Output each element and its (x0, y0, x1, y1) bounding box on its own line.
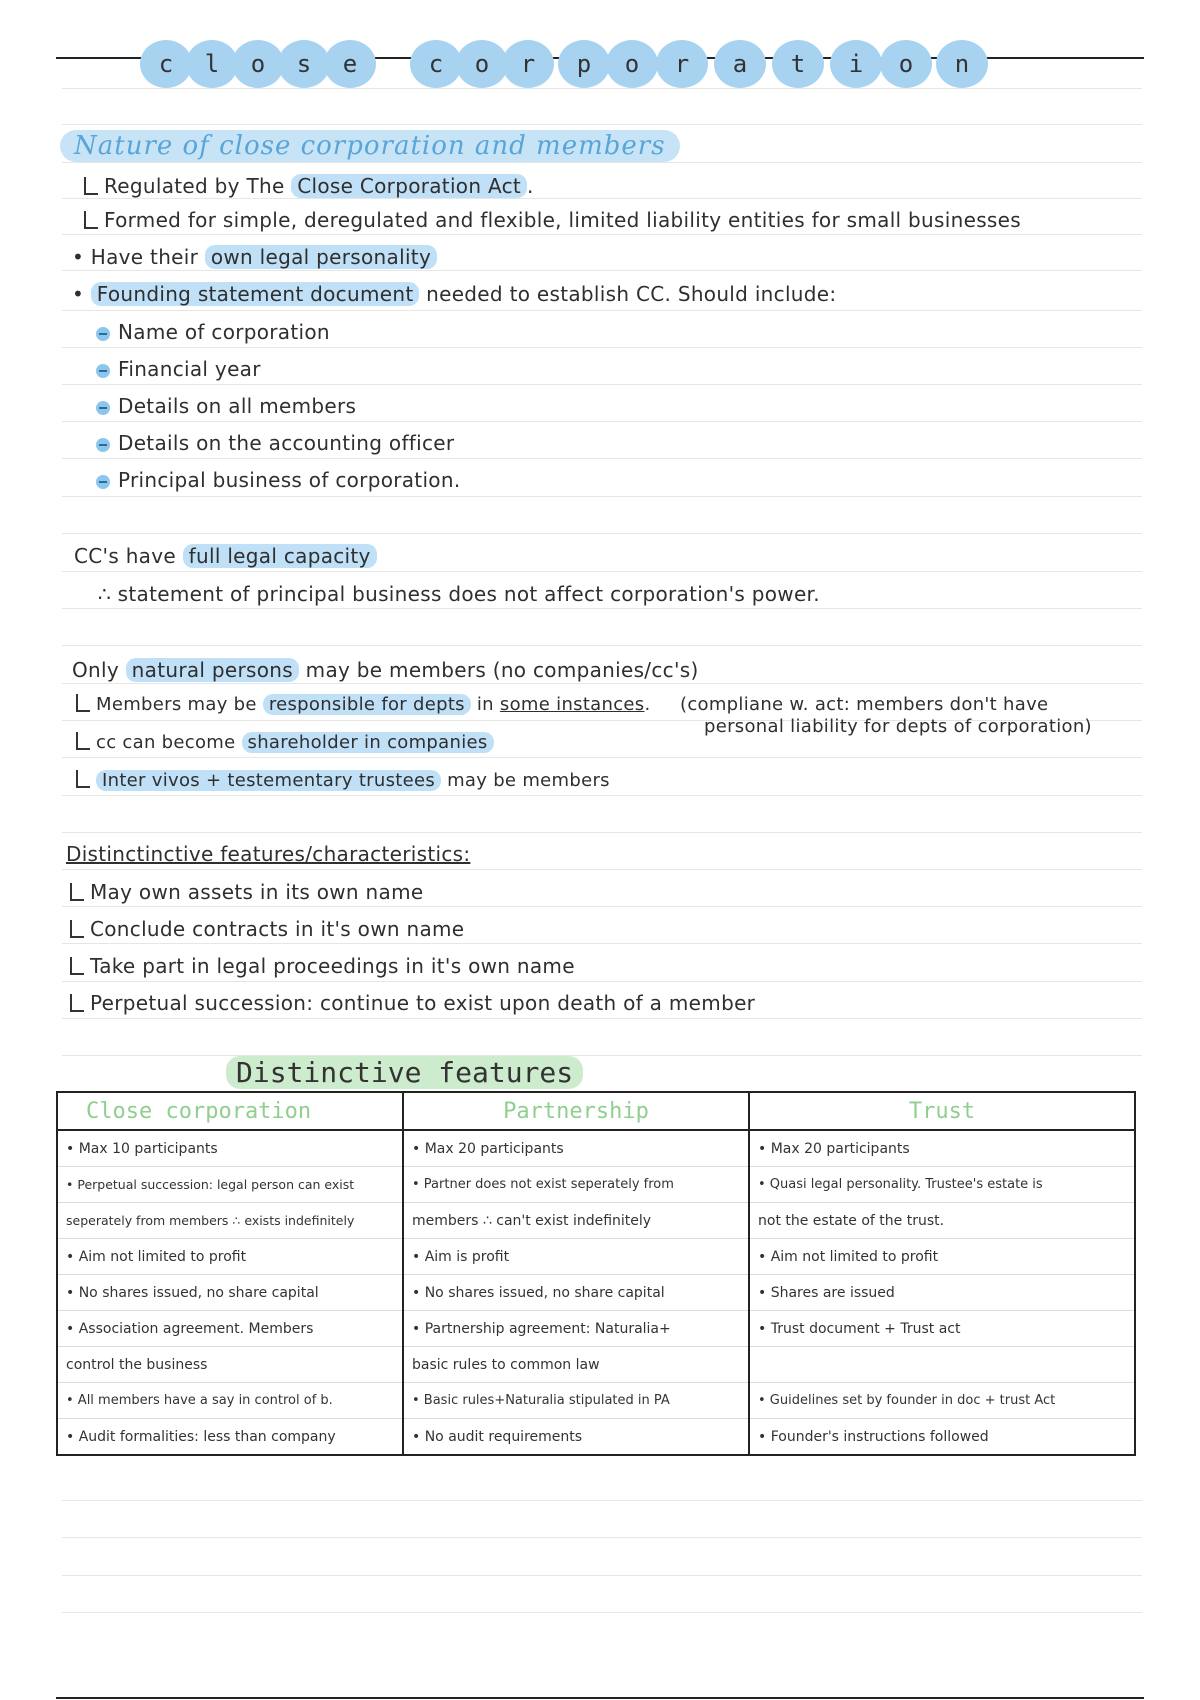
hook-icon (84, 177, 98, 195)
table-cell: seperately from members ∴ exists indefinitely (57, 1203, 403, 1239)
trustees-highlight: Inter vivos + testementary trustees (96, 770, 441, 791)
table-cell: • No shares issued, no share capital (57, 1275, 403, 1311)
table-cell: • Quasi legal personality. Trustee's estate is (749, 1167, 1135, 1203)
include-item: Financial year (96, 357, 261, 381)
table-cell: • Perpetual succession: legal person can exist (57, 1167, 403, 1203)
formed-text: Formed for simple, deregulated and flexible, limited liability entities for small businesses (104, 208, 1021, 232)
col-header-close-corporation: Close corporation (57, 1092, 403, 1130)
bottom-line (56, 1697, 1144, 1699)
table-row (57, 1130, 1135, 1167)
only-natural-line: Only natural persons may be members (no companies/cc's) (72, 658, 699, 682)
table-title-highlight: Distinctive features (226, 1056, 583, 1089)
founding-suffix: needed to establish CC. Should include: (419, 282, 837, 306)
title-letter: s (278, 40, 330, 88)
natural-persons-highlight: natural persons (126, 658, 299, 682)
table-cell: • Max 20 participants (749, 1130, 1135, 1167)
table-cell: • Audit formalities: less than company (57, 1419, 403, 1456)
table-cell: • Partnership agreement: Naturalia+ (403, 1311, 749, 1347)
table-cell: • Max 20 participants (403, 1130, 749, 1167)
characteristic-item: Conclude contracts in it's own name (70, 917, 464, 941)
title-letter: e (324, 40, 376, 88)
table-cell: • Trust document + Trust act (749, 1311, 1135, 1347)
include-item: Details on all members (96, 394, 356, 418)
table-row (57, 1167, 1135, 1203)
hook-icon (84, 211, 98, 229)
legal-highlight: own legal personality (205, 245, 437, 269)
title-letter: i (830, 40, 882, 88)
table-cell: • Partner does not exist seperately from (403, 1167, 749, 1203)
title-letter: c (140, 40, 192, 88)
title-letter: c (410, 40, 462, 88)
table-cell: not the estate of the trust. (749, 1203, 1135, 1239)
title-letter: n (936, 40, 988, 88)
title-letter: p (558, 40, 610, 88)
compliance-line-2: personal liability for depts of corporation) (704, 716, 1092, 737)
title-letter: o (456, 40, 508, 88)
title-letter: a (714, 40, 766, 88)
include-item: Details on the accounting officer (96, 431, 454, 455)
table-row (57, 1311, 1135, 1347)
depts-highlight: responsible for depts (263, 694, 471, 715)
capacity-line (74, 544, 377, 568)
table-cell: • All members have a say in control of b. (57, 1383, 403, 1419)
table-cell: • Guidelines set by founder in doc + trust Act (749, 1383, 1135, 1419)
dash-bullet-icon (96, 327, 110, 341)
section-heading-characteristics: Distinctinctive features/characteristics: (66, 842, 471, 866)
regulated-prefix: Regulated by The (104, 174, 292, 198)
legal-prefix: Have their (90, 245, 205, 269)
section-heading-nature: Nature of close corporation and members (60, 130, 680, 162)
characteristic-item: May own assets in its own name (70, 880, 423, 904)
include-item: Principal business of corporation. (96, 468, 460, 492)
compliance-line-1: (compliane w. act: members don't have (680, 694, 1049, 715)
table-cell: • Aim not limited to profit (57, 1239, 403, 1275)
table-row (57, 1239, 1135, 1275)
table-cell: • Shares are issued (749, 1275, 1135, 1311)
table-row (57, 1383, 1135, 1419)
bullet-icon: • (72, 245, 91, 269)
hook-icon (70, 883, 84, 901)
table-cell: • Max 10 participants (57, 1130, 403, 1167)
characteristic-item: Take part in legal proceedings in it's own name (70, 954, 575, 978)
col-header-trust: Trust (749, 1092, 1135, 1130)
table-cell: • Aim is profit (403, 1239, 749, 1275)
inter-vivos-line: Inter vivos + testementary trustees may be members (76, 770, 610, 791)
regulated-line (84, 174, 534, 198)
table-cell: control the business (57, 1347, 403, 1383)
characteristic-item: Perpetual succession: continue to exist upon death of a member (70, 991, 755, 1015)
include-item: Name of corporation (96, 320, 330, 344)
hook-icon (76, 694, 90, 712)
title-letter: o (232, 40, 284, 88)
hook-icon (76, 770, 90, 788)
table-cell: • Association agreement. Members (57, 1311, 403, 1347)
hook-icon (70, 957, 84, 975)
cc-shareholder-line: cc can become shareholder in companies (76, 732, 494, 753)
table-cell (749, 1347, 1135, 1383)
col-header-partnership: Partnership (403, 1092, 749, 1130)
hook-icon (70, 920, 84, 938)
table-title (226, 1056, 583, 1089)
table-cell: • Basic rules+Naturalia stipulated in PA (403, 1383, 749, 1419)
founding-highlight: Founding statement document (91, 282, 420, 306)
members-responsible-line: Members may be responsible for depts in some instances. (76, 694, 651, 715)
table-cell: • Aim not limited to profit (749, 1239, 1135, 1275)
table-cell: • No shares issued, no share capital (403, 1275, 749, 1311)
table-row (57, 1419, 1135, 1456)
hook-icon (76, 732, 90, 750)
regulated-suffix: . (527, 174, 534, 198)
legal-personality-line (72, 245, 437, 269)
bullet-icon: • (72, 282, 91, 306)
table-header-row (57, 1092, 1135, 1130)
title-letter: o (880, 40, 932, 88)
hook-icon (70, 994, 84, 1012)
title-letter: r (656, 40, 708, 88)
dash-bullet-icon (96, 438, 110, 452)
table-row (57, 1347, 1135, 1383)
dash-bullet-icon (96, 401, 110, 415)
dash-bullet-icon (96, 364, 110, 378)
table-row (57, 1203, 1135, 1239)
title-letter: o (606, 40, 658, 88)
formed-line (84, 208, 1021, 232)
regulated-highlight: Close Corporation Act (291, 174, 527, 198)
title-letter: t (772, 40, 824, 88)
table-cell: • Founder's instructions followed (749, 1419, 1135, 1456)
dash-bullet-icon (96, 475, 110, 489)
table-cell: basic rules to common law (403, 1347, 749, 1383)
therefore-line: ∴ statement of principal business does not affect corporation's power. (98, 582, 820, 606)
title-letter: l (186, 40, 238, 88)
capacity-highlight: full legal capacity (183, 544, 377, 568)
title-letter: r (502, 40, 554, 88)
table-row (57, 1275, 1135, 1311)
shareholder-highlight: shareholder in companies (242, 732, 494, 753)
table-cell: • No audit requirements (403, 1419, 749, 1456)
capacity-prefix: CC's have (74, 544, 183, 568)
founding-line (72, 282, 836, 306)
table-cell: members ∴ can't exist indefinitely (403, 1203, 749, 1239)
some-instances-underline: some instances (499, 694, 645, 715)
features-table (56, 1091, 1136, 1456)
